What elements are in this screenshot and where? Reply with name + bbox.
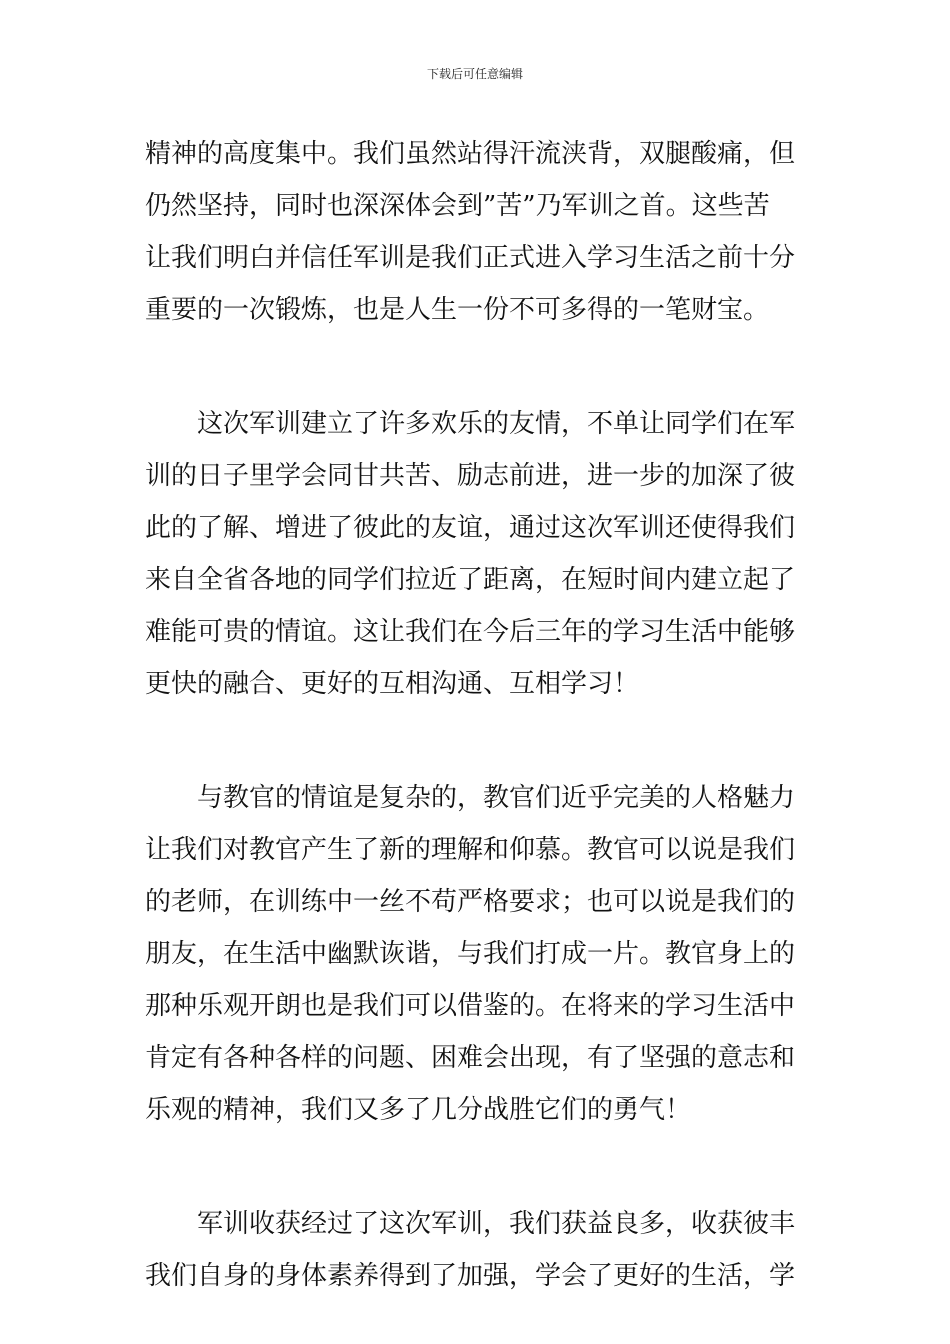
text-line: 与教官的情谊是复杂的，教官们近乎完美的人格魅力: [197, 783, 796, 813]
text-line: 的老师，在训练中一丝不苟严格要求；也可以说是我们的: [145, 887, 796, 917]
text-line: 训的日子里学会同甘共苦、励志前进，进一步的加深了彼: [145, 461, 796, 491]
text-line: 肯定有各种各样的问题、困难会出现，有了坚强的意志和: [145, 1043, 796, 1073]
text-line: 此的了解、增进了彼此的友谊，通过这次军训还使得我们: [145, 513, 796, 543]
document-body: [145, 128, 811, 1302]
paragraph-spacer: [145, 710, 811, 772]
text-line: 那种乐观开朗也是我们可以借鉴的。在将来的学习生活中: [145, 991, 796, 1021]
text-line: 更快的融合、更好的互相沟通、互相学习！: [145, 669, 640, 699]
paragraph-spacer: [145, 336, 811, 398]
text-line: 乐观的精神，我们又多了几分战胜它们的勇气！: [145, 1095, 692, 1125]
text-line: 我们自身的身体素养得到了加强，学会了更好的生活，学: [145, 1261, 796, 1291]
text-line: 让我们对教官产生了新的理解和仰慕。教官可以说是我们: [145, 835, 796, 865]
paragraph: [145, 128, 811, 336]
page-header: 下载后可任意编辑: [426, 67, 523, 81]
text-line: 难能可贵的情谊。这让我们在今后三年的学习生活中能够: [145, 617, 796, 647]
text-line: 这次军训建立了许多欢乐的友情，不单让同学们在军: [197, 409, 796, 439]
text-line: 让我们明白并信任军训是我们正式进入学习生活之前十分: [145, 243, 796, 273]
paragraph: [145, 772, 811, 1136]
paragraph-spacer: [145, 1136, 811, 1198]
text-line: 精神的高度集中。我们虽然站得汗流浃背，双腿酸痛，但: [145, 139, 796, 169]
paragraph: [145, 1198, 811, 1302]
text-line: 重要的一次锻炼，也是人生一份不可多得的一笔财宝。: [145, 295, 770, 325]
text-line: 来自全省各地的同学们拉近了距离，在短时间内建立起了: [145, 565, 796, 595]
text-line: 军训收获经过了这次军训，我们获益良多，收获彼丰: [197, 1209, 796, 1239]
text-line: 仍然坚持，同时也深深体会到”苦”乃军训之首。这些苦: [145, 191, 770, 221]
text-line: 朋友，在生活中幽默诙谐，与我们打成一片。教官身上的: [145, 939, 796, 969]
paragraph: [145, 398, 811, 710]
